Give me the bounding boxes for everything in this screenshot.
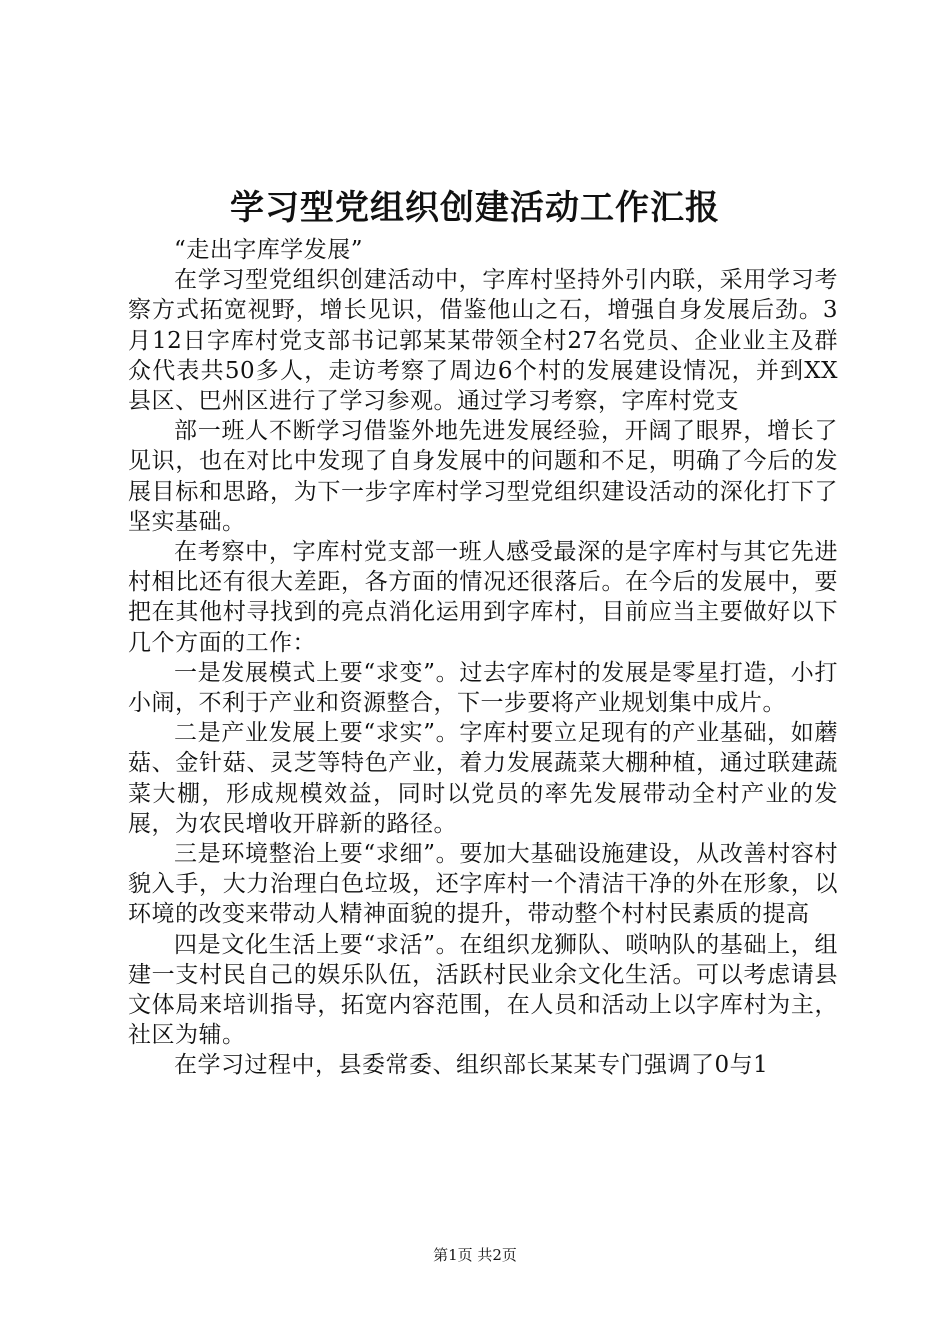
paragraph-point-two: 二是产业发展上要“求实”。字库村要立足现有的产业基础，如蘑菇、金针菇、灵芝等特色产业，着力发展蔬菜大棚种植，通过联建蔬菜大棚，形成规模效益，同时以党员的率先发展带动全村产业的发展，为农民增收开辟新的路径。 (128, 720, 838, 837)
document-title: 学习型党组织创建活动工作汇报 (230, 188, 720, 228)
paragraph-point-one: 一是发展模式上要“求变”。过去字库村的发展是零星打造，小打小闹，不利于产业和资源整合，下一步要将产业规划集中成片。 (128, 659, 838, 717)
paragraph-experience: 部一班人不断学习借鉴外地先进发展经验，开阔了眼界，增长了见识，也在对比中发现了自身发展中的问题和不足，明确了今后的发展目标和思路，为下一步字库村学习型党组织建设活动的深化打下了坚实基础。 (128, 418, 838, 535)
paragraph-closing: 在学习过程中，县委常委、组织部长某某专门强调了0与1 (174, 1052, 769, 1079)
paragraph-point-four: 四是文化生活上要“求活”。在组织龙狮队、唢呐队的基础上，组建一支村民自己的娱乐队伍，活跃村民业余文化生活。可以考虑请县文体局来培训指导，拓宽内容范围，在人员和活动上以字库村为主，社区为辅。 (128, 931, 838, 1049)
paragraph-observations: 在考察中，字库村党支部一班人感受最深的是字库村与其它先进村相比还有很大差距，各方面的情况还很落后。在今后的发展中，要把在其他村寻找到的亮点消化运用到字库村，目前应当主要做好以下几个方面的工作： (128, 539, 838, 656)
page-footer: 第1页 共2页 (433, 1246, 517, 1264)
paragraph-point-three: 三是环境整治上要“求细”。要加大基础设施建设，从改善村容村貌入手，大力治理白色垃圾，还字库村一个清洁干净的外在形象，以环境的改变来带动人精神面貌的提升，带动整个村村民素质的提高 (128, 841, 838, 928)
paragraph-study-tour: 在学习型党组织创建活动中，字库村坚持外引内联，采用学习考察方式拓宽视野，增长见识，借鉴他山之石，增强自身发展后劲。3月12日字库村党支部书记郭某某带领全村27名党员、企业业主及群众代表共50多人，走访考察了周边6个村的发展建设情况，并到XX县区、巴州区进行了学习参观。通过学习考察，字库村党支 (128, 267, 838, 415)
paragraph-subtitle: “走出字库学发展” (174, 237, 364, 263)
document-body (128, 235, 838, 1081)
